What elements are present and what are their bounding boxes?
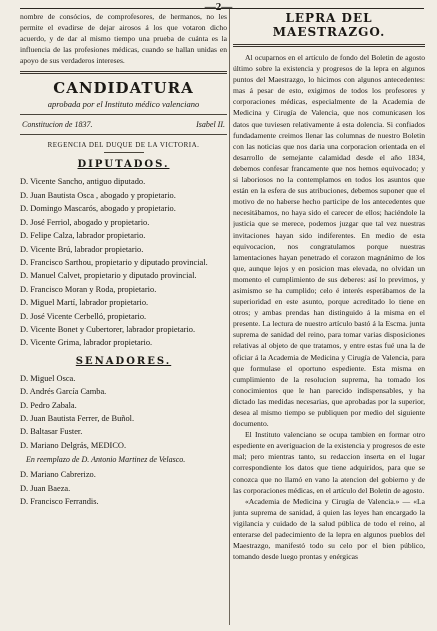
list-item: D. Juan Bautista Ferrer, de Buñol.: [20, 413, 135, 423]
list-item: D. Manuel Calvet, propietario y diputado provincial.: [20, 271, 197, 281]
article-paragraph-2: El Instituto valenciano se ocupa tambien en formar otro espediente en averiguacion de la existencia y progresos de este mal; pero mientras tanto, su redaccion inserta en el lugar correspondiente los datos que tiene adquiridos, para que se conozca que no llamó en vano la atencion del gobierno y de las corporaciones médicas, en el artículo del Boletin de agosto.: [233, 430, 425, 495]
article-paragraph-3: «Academia de Medicina y Cirugía de Valencia.» — «La junta suprema de sanidad, á quien las leyes han encargado la vigilancia y cuidado de la salud pública de todo el reino, al enterarse del padecimiento de la lepra en algunos pueblos del Maestrazgo, manifestó todo su celo por el bien público, tomando desde luego prontas y enérgicas: [233, 496, 425, 562]
candidatura-subtitle: aprobada por el Instituto médico valenciano: [47, 99, 200, 110]
column-divider: [229, 9, 230, 625]
list-item: D. Vicente Brú, labrador propietario.: [20, 244, 144, 254]
intro-paragraph: nombre de consócios, de comprofesores, de hermanos, no les permite el evadirse de dejar airosos á los que votaron dicho acuerdo, y de dar al mismo tiempo una prueba de cuánta es la influencia de las profesiones médicas, cuando se hallan unidas en apoyo de sus verdaderos intereses.: [20, 12, 227, 66]
list-item: D. Francisco Moran y Roda, propietario.: [20, 284, 157, 294]
constitucion-text: Constitucion de 1837.: [22, 120, 93, 130]
list-item: D. Miguel Osca.: [20, 373, 76, 383]
diputados-heading: DIPUTADOS.: [77, 159, 170, 171]
article-paragraph-1: Al ocuparnos en el artículo de fondo del Boletin de agosto último sobre la existencia y progresos de la lepra en algunos puntos del Maestrazgo, lo hicimos con algunos antecedentes: mas á pesar de esto, exigimos de todos los profesores y corporaciones médicas, especialmente de la Academia de Medicina y Cirugía de Valencia, que nos comunicasen los datos que tuviesen relativamente á esta dolencia. Si confiados fundadamente creimos llenar las columnas de nuestro Boletin con las noticias que nos daria una corporacion orientada en el desarrollo de semejante calamidad desde el año 1834, debemos confesar francamente que nos hemos equivocado; y si laboriosos no la contemplamos en todos los asuntos que están en la esfera de sus atribuciones, debemos suponer que el motivo de no haberse hecho participe de los antecedentes que necesitábamos, no haya sido el carecer de ellos; haciéndole la justicia que se merece, podemos juzgar que tal vez nuestras invitaciones hayan sido indiferentes. En medio de esta equivocacion, nos congratulamos porque nuestras lamentaciones hayan penetrado el corazon magnánimo de los que, aunque lejos y en posicion mas elevada, no olvidan un momento el cumplimiento de sus deberes: así lo previmos, y asimismo se ha cumplido; celo é interés esperábamos de la superioridad en este asunto, porque acreditado lo tiene en otros; y ambas prendas han distinguido á la misma en el presente. La lectura de nuestro artículo bastó á la Escma. junta suprema de sanidad del reino, para tomar varias disposiciones relativas al objeto de que tratamos, y entre estas fué una la de oficiar á la Academia de Medicina y Cirugía de Valencia, para que formulase el oportuno espediente. Esta misma en cumplimiento de la resolucion suprema, ha tomado los conocimientos que le han parecido indispensables, y ha dictado las medidas necesarias, que aprobadas por la superior, desea al mismo tiempo se publiquen por medio del siguiente documento.: [233, 53, 425, 429]
regencia-heading: REGENCIA DEL DUQUE DE LA VICTORIA.: [47, 141, 200, 150]
top-rule: [20, 8, 424, 9]
list-item: D. Juan Baeza.: [20, 483, 71, 493]
list-item: D. José Ferriol, abogado y propietario.: [20, 217, 150, 227]
page-number: —2—: [204, 1, 233, 13]
constitution-row: [22, 120, 225, 129]
list-item: D. Vicente Bonet y Cubertorer, labrador propietario.: [20, 324, 196, 334]
regencia-rule: [104, 152, 144, 153]
senadores-list: [20, 372, 227, 452]
suplentes-list: [20, 468, 227, 508]
list-item: D. Francisco Ferrandis.: [20, 497, 99, 506]
list-item: D. Andrés García Camba.: [20, 387, 107, 397]
list-item: D. Francisco Sarthou, propietario y diputado provincial.: [20, 257, 208, 267]
list-item: D. Baltasar Fuster.: [20, 427, 83, 437]
constitution-rule: [20, 134, 227, 135]
list-item: D. Vicente Sancho, antiguo diputado.: [20, 177, 146, 187]
isabel-text: Isabel II.: [196, 120, 225, 130]
list-item: D. Vicente Grima, labrador propietario.: [20, 338, 153, 348]
list-item: D. Felipe Calza, labrador propietario.: [20, 231, 146, 241]
left-column: [20, 11, 227, 508]
reemplazo-note: En reemplazo de D. Antonio Martinez de Velasco.: [26, 455, 186, 465]
right-column: [233, 11, 425, 562]
section-rule: [20, 71, 227, 74]
title-rule: [233, 44, 425, 47]
diputados-list: [20, 175, 227, 349]
senadores-heading: SENADORES.: [75, 355, 172, 367]
list-item: D. José Vicente Cerbelló, propietario.: [20, 311, 147, 321]
list-item: D. Miguel Martí, labrador propietario.: [20, 298, 149, 308]
list-item: D. Domingo Mascarós, abogado y propietario.: [20, 204, 176, 214]
list-item: D. Pedro Zabala.: [20, 400, 77, 410]
list-item: D. Mariano Delgrás, MEDICO.: [20, 440, 127, 450]
subtitle-rule: [20, 114, 227, 115]
article-title: LEPRA DEL MAESTRAZGO.: [272, 11, 386, 39]
list-item: D. Mariano Cabrerizo.: [20, 470, 96, 480]
candidatura-title: CANDIDATURA: [53, 79, 194, 98]
list-item: D. Juan Bautista Osca , abogado y propietario.: [20, 190, 176, 200]
